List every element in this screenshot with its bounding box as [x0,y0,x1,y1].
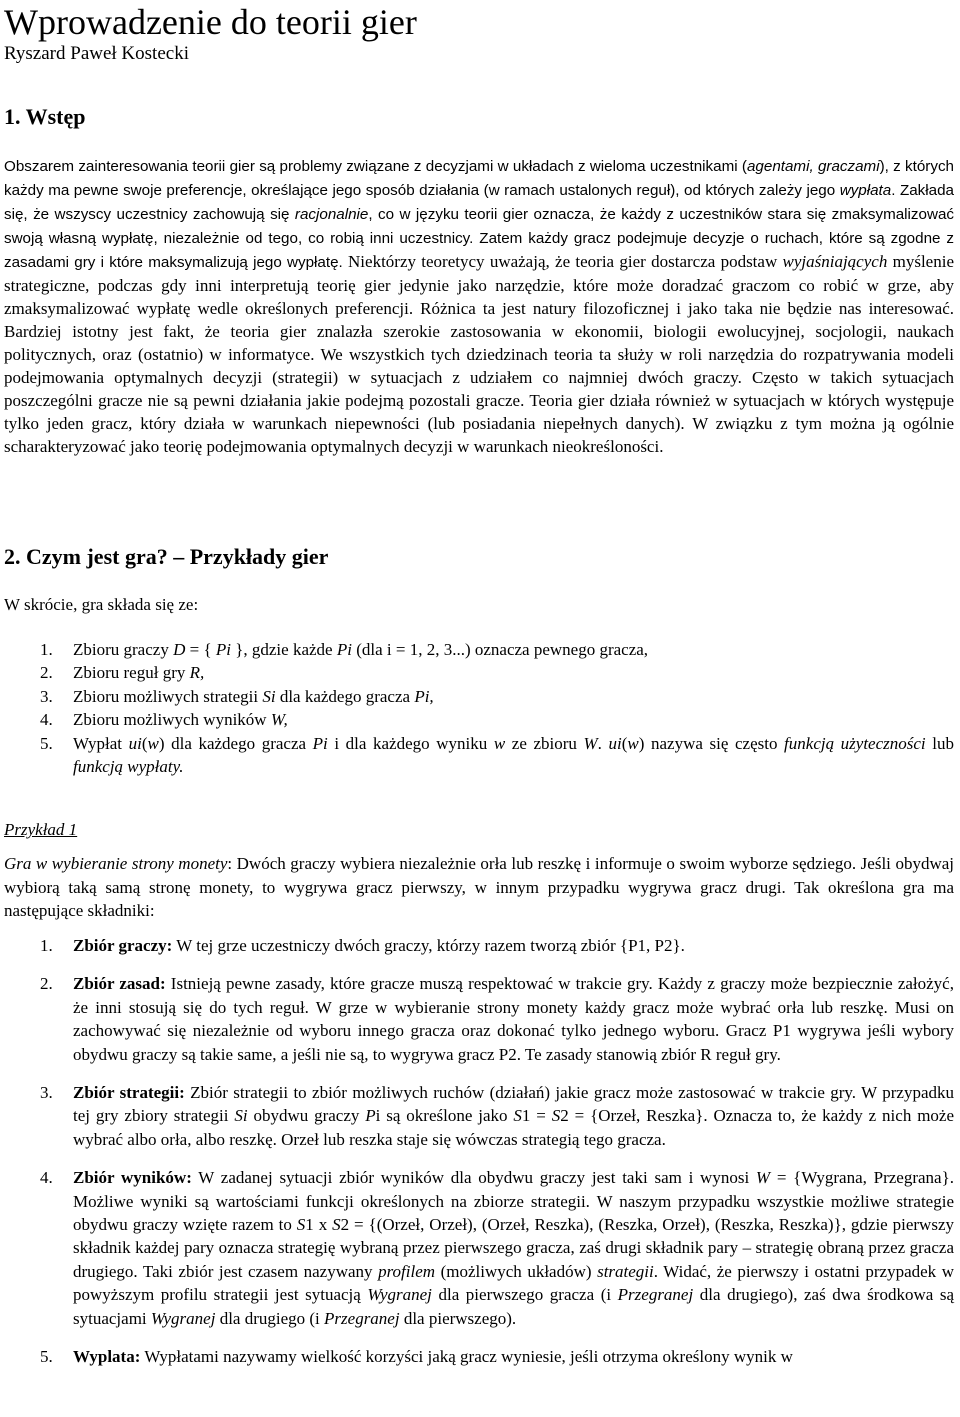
example-components-list [4,934,954,1384]
list-item: 1. Zbiór graczy: W tej grze uczestniczy dwóch graczy, którzy razem tworzą zbiór {P1, P2}. [40,936,685,955]
list-item: 2. Zbiór zasad: Istnieją pewne zasady, które gracze muszą respektować w trakcie gry. Każdy z graczy może bezpiecznie założyć, że inni stosują się do tych reguł. W grze w wybieranie strony monety każdy gracz może wybrać orła lub reszkę. Musi on zachowywać się niezależnie od wyboru innego gracza oraz dokonać tylko jednego wyboru. Gracz P1 wygrywa jeśli wybory obydwu graczy są takie same, a jeśli nie są, to wygrywa gracz P2. Te zasady stanowią zbiór R reguł gry. [40,974,954,1064]
section-1-heading: 1. Wstęp [4,104,86,129]
list-item: 5. Wypłat ui(w) dla każdego gracza Pi i dla każdego wyniku w ze zbioru W. ui(w) nazywa się często funkcją użyteczności lub funkcją wypłaty. [40,733,954,777]
serif-text-run: Niektórzy teoretycy uważają, że teoria gier dostarcza podstaw wyjaśniających myślenie strategiczne, podczas gdy inni interpretują teorię gier jedynie jako narzędzie, które może doradzać graczom co robić w grze, aby zmaksymalizować wypłatę wedle określonych preferencji. Różnica ta jest natury filozoficznej i jako taka nie będzie nas interesować. Bardziej istotny jest fakt, że teoria gier znalazła szerokie zastosowania w ekonomii, biologii ewolucyjnej, socjologii, naukach politycznych, oraz (ostatnio) w informatyce. We wszystkich tych dziedzinach teoria ta służy w roli narzędzia do rozpatrywania modeli podejmowania optymalnych decyzji (strategii) w sytuacjach z udziałem co najmniej dwóch graczy. Często w takich sytuacjach poszczególni gracze nie są pewni działania jakie podejmą pozostali gracze. Teoria gier działa również w sytuacjach w których występuje tylko jeden gracz, który działa w warunkach niepewności (lub posiadania niepełnych danych). W związku z tym można ją ogólnie scharakteryzować jako teorię podejmowania optymalnych decyzji w warunkach nieokreśloności. [4,252,954,456]
game-components-list [4,638,954,778]
list-item: 2. Zbioru reguł gry R, [40,663,205,683]
section-2-heading: 2. Czym jest gra? – Przykłady gier [4,544,329,569]
list-item: 5. Wyplata: Wypłatami nazywamy wielkość korzyści jaką gracz wyniesie, jeśli otrzyma określony wynik w [40,1347,793,1367]
document-title: Wprowadzenie do teorii gier [4,2,417,42]
list-item: 4. Zbioru możliwych wyników W, [40,710,288,730]
list-item: 3. Zbioru możliwych strategii Si dla każdego gracza Pi, [40,686,434,706]
section-2-intro: W skrócie, gra składa się ze: [4,595,199,614]
list-item: 3. Zbiór strategii: Zbiór strategii to zbiór możliwych ruchów (działań) jakie gracz może zastosować w trakcie gry. W przypadku tej gry zbiory strategii Si obydwu graczy Pi są określone jako S1 = S2 = {Orzeł, Reszka}. Oznacza to, że każdy z nich może wybrać albo orła, albo reszkę. Orzeł lub reszka staje się wówczas strategią tego gracza. [40,1083,955,1149]
list-item: 1. Zbioru graczy D = { Pi }, gdzie każde Pi (dla i = 1, 2, 3...) oznacza pewnego gracza, [40,640,649,659]
example-1-heading: Przykład 1 [4,820,78,839]
sans-text-run: Obszarem zainteresowania teorii gier są problemy związane z decyzjami w układach z wieloma uczestnikami (agentami, graczami), z których każdy ma pewne swoje preferencje, określające jego sposób działania (w ramach ustalonych reguł), od których zależy jego wypłata. Zakłada się, że wszyscy uczestnicy zachowują się racjonalnie, co w języku teorii gier oznacza, że każdy z uczestników stara się zmaksymalizować swoją własną wypłatę, niezależnie od tego, co robią inni uczestnicy. Zatem każdy gracz podejmuje decyzje o ruchach, które są zgodne z zasadami gry i które maksymalizują jego wypłatę. [4,158,955,271]
author-name: Ryszard Paweł Kostecki [4,43,189,64]
list-item: 4. Zbiór wyników: W zadanej sytuacji zbiór wyników dla obydwu graczy jest taki sam i wynosi W = {Wygrana, Przegrana}. Możliwe wyniki są wartościami funkcji określonych na zbiorze strategii. W naszym przypadku wszystkie możliwe strategie obydwu graczy wzięte razem to S1 x S2 = {(Orzeł, Orzeł), (Orzeł, Reszka), (Reszka, Orzeł), (Reszka, Reszka)}, gdzie pierwszy składnik każdej pary oznacza strategię wybraną przez pierwszego gracza, zaś drugi składnik pary – strategię obraną przez gracza drugiego. Taki zbiór jest czasem nazywany profilem (możliwych układów) strategii. Widać, że pierwszy i ostatni przypadek w powyższym profilu strategii jest sytuacją Wygranej dla pierwszego gracza (i Przegranej dla drugiego), zaś dwa środkowa są sytuacjami Wygranej dla drugiego (i Przegranej dla pierwszego). [40,1168,954,1328]
example-1-intro: Gra w wybieranie strony monety: Dwóch graczy wybiera niezależnie orła lub reszkę i informuje o swoim wyborze sędziego. Jeśli obydwaj wybiorą taką samą stronę monety, to wygrywa gracz pierwszy, w innym przypadku wygrywa gracz drugi. Tak określona gra ma następujące składniki: [4,854,954,920]
section-1-paragraph [4,154,954,458]
